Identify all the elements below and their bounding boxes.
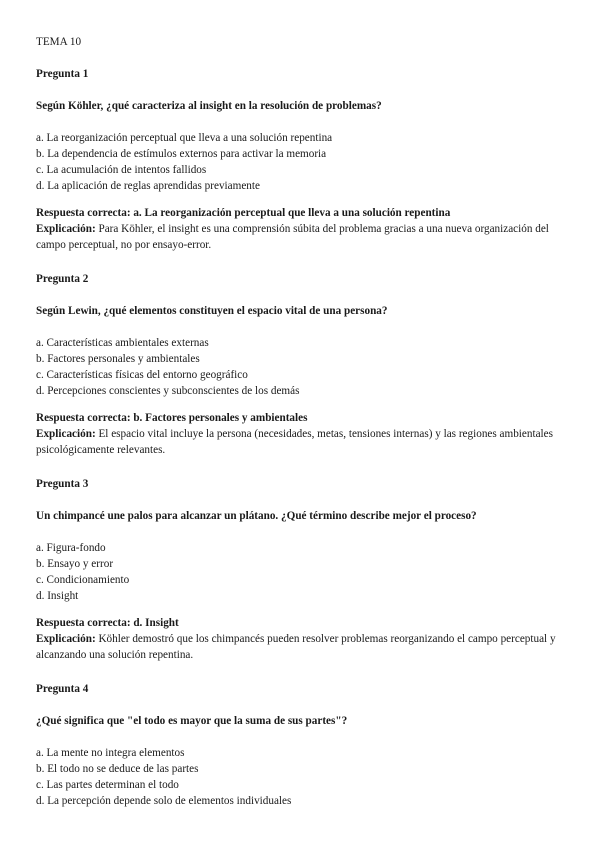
document-page [36, 34, 566, 820]
option-b: b. Ensayo y error [36, 558, 114, 570]
option-c: c. Condicionamiento [36, 574, 130, 586]
option-d: d. La percepción depende solo de elementos individuales [36, 795, 292, 807]
question-label: Pregunta 2 [36, 273, 89, 285]
question-block-4 [36, 681, 566, 809]
question-block-2 [36, 271, 566, 458]
option-d: d. La aplicación de reglas aprendidas previamente [36, 180, 260, 192]
question-block-1 [36, 66, 566, 253]
explanation-text: El espacio vital incluye la persona (necesidades, metas, tensiones internas) y las regiones ambientales psicológicamente relevantes. [36, 428, 553, 456]
question-stem: ¿Qué significa que "el todo es mayor que la suma de sus partes"? [36, 715, 348, 727]
correct-answer: Respuesta correcta: b. Factores personales y ambientales [36, 412, 308, 424]
option-b: b. La dependencia de estímulos externos para activar la memoria [36, 148, 327, 160]
explanation [36, 221, 566, 253]
explanation [36, 631, 566, 663]
question-stem: Un chimpancé une palos para alcanzar un plátano. ¿Qué término describe mejor el proceso? [36, 510, 477, 522]
question-block-3 [36, 476, 566, 663]
option-c: c. Las partes determinan el todo [36, 779, 179, 791]
question-label: Pregunta 1 [36, 68, 89, 80]
option-b: b. Factores personales y ambientales [36, 353, 200, 365]
explanation-text: Köhler demostró que los chimpancés pueden resolver problemas reorganizando el campo perceptual y alcanzando una solución repentina. [36, 633, 556, 661]
question-stem: Según Lewin, ¿qué elementos constituyen el espacio vital de una persona? [36, 305, 388, 317]
question-label: Pregunta 3 [36, 478, 89, 490]
option-a: a. La reorganización perceptual que lleva a una solución repentina [36, 132, 333, 144]
topic-title: TEMA 10 [36, 36, 82, 48]
option-c: c. Características físicas del entorno geográfico [36, 369, 248, 381]
option-list [36, 745, 566, 809]
option-a: a. Características ambientales externas [36, 337, 209, 349]
option-a: a. Figura-fondo [36, 542, 106, 554]
option-list [36, 130, 566, 194]
option-d: d. Percepciones conscientes y subconscientes de los demás [36, 385, 300, 397]
question-stem: Según Köhler, ¿qué caracteriza al insight en la resolución de problemas? [36, 100, 382, 112]
explanation-label: Explicación: [36, 223, 96, 235]
option-c: c. La acumulación de intentos fallidos [36, 164, 207, 176]
explanation [36, 426, 566, 458]
explanation-text: Para Köhler, el insight es una comprensión súbita del problema gracias a una nueva organización del campo perceptual, no por ensayo-error. [36, 223, 549, 251]
explanation-label: Explicación: [36, 633, 96, 645]
option-list [36, 335, 566, 399]
option-d: d. Insight [36, 590, 79, 602]
option-a: a. La mente no integra elementos [36, 747, 185, 759]
option-b: b. El todo no se deduce de las partes [36, 763, 199, 775]
correct-answer: Respuesta correcta: a. La reorganización perceptual que lleva a una solución repentina [36, 207, 451, 219]
question-label: Pregunta 4 [36, 683, 89, 695]
explanation-label: Explicación: [36, 428, 96, 440]
option-list [36, 540, 566, 604]
correct-answer: Respuesta correcta: d. Insight [36, 617, 179, 629]
